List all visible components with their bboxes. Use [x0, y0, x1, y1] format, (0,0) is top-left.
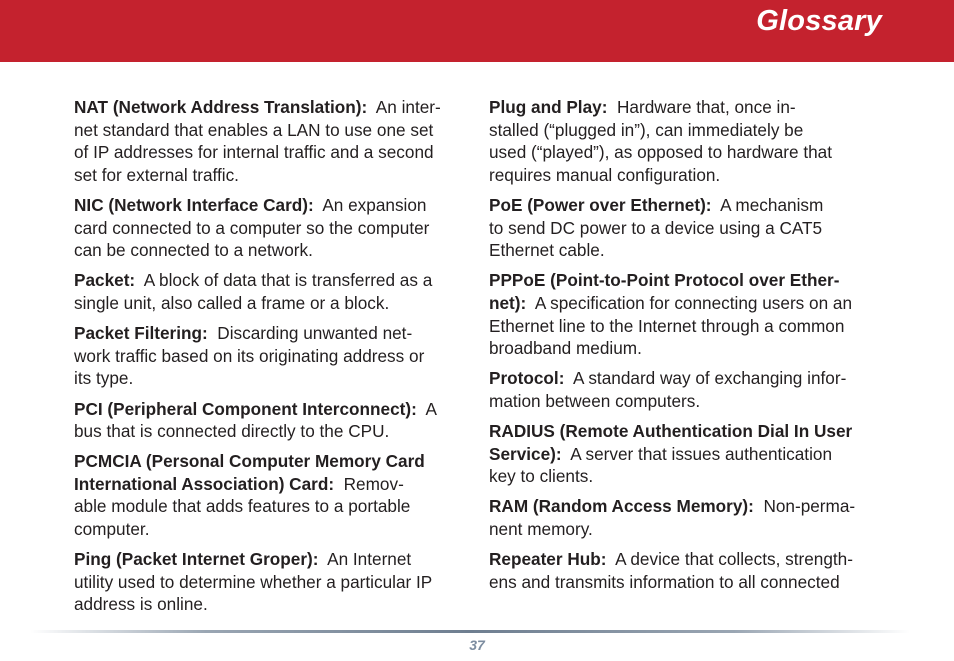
- glossary-definition: utility used to determine whether a particular IP: [74, 571, 433, 592]
- glossary-definition: nent memory.: [489, 519, 593, 540]
- glossary-term: Protocol:: [489, 368, 565, 389]
- glossary-definition: Discarding unwanted net-: [217, 323, 413, 344]
- page-number: 37: [469, 637, 485, 653]
- glossary-term: PCMCIA (Personal Computer Memory Card: [74, 451, 425, 472]
- glossary-entry: [489, 367, 881, 412]
- glossary-term: RADIUS (Remote Authentication Dial In User: [489, 421, 853, 442]
- header-bar: [0, 0, 954, 62]
- entry-line: [489, 443, 881, 466]
- glossary-definition: used (“played”), as opposed to hardware that: [489, 142, 832, 163]
- glossary-entry: [489, 420, 881, 488]
- glossary-definition: An Internet: [327, 549, 412, 570]
- glossary-term-continued: International Association) Card:: [74, 473, 335, 494]
- glossary-term-continued: Service):: [489, 443, 562, 464]
- glossary-term: Packet:: [74, 270, 136, 291]
- glossary-definition: A server that issues authentication: [570, 443, 833, 464]
- entry-line: [74, 473, 466, 496]
- glossary-definition: A: [425, 398, 437, 419]
- entry-line: [489, 548, 881, 571]
- entry-line: [489, 96, 881, 119]
- glossary-entry: [74, 269, 466, 314]
- entry-line: [74, 322, 466, 345]
- glossary-term: PoE (Power over Ethernet):: [489, 194, 712, 215]
- glossary-term: RAM (Random Access Memory):: [489, 496, 754, 517]
- glossary-entry: [74, 450, 466, 540]
- glossary-definition: An inter-: [375, 97, 441, 117]
- entry-line: [74, 194, 466, 217]
- glossary-entry: [74, 398, 466, 443]
- glossary-definition: address is online.: [74, 594, 208, 615]
- glossary-definition: Ethernet cable.: [489, 240, 605, 261]
- glossary-entry: [74, 194, 466, 262]
- entry-line: [489, 269, 881, 292]
- glossary-definition: net standard that enables a LAN to use one set: [74, 119, 434, 140]
- entry-line: [489, 194, 881, 217]
- glossary-entry: [74, 96, 466, 186]
- glossary-definition: able module that adds features to a portable: [74, 496, 411, 517]
- glossary-term: PCI (Peripheral Component Interconnect):: [74, 398, 417, 419]
- glossary-entry: [489, 269, 881, 359]
- glossary-definition: A standard way of exchanging infor-: [573, 368, 847, 389]
- glossary-definition: of IP addresses for internal traffic and a second: [74, 142, 434, 163]
- glossary-definition: can be connected to a network.: [74, 240, 313, 261]
- entry-line: [489, 495, 881, 518]
- glossary-term: Ping (Packet Internet Groper):: [74, 549, 319, 570]
- glossary-term: NIC (Network Interface Card):: [74, 194, 314, 215]
- glossary-definition: Remov-: [343, 473, 404, 494]
- glossary-definition: computer.: [74, 519, 150, 540]
- glossary-term: Packet Filtering:: [74, 323, 208, 344]
- entry-line: [74, 548, 466, 571]
- entry-line: [74, 96, 466, 119]
- glossary-definition: key to clients.: [489, 466, 594, 487]
- entry-line: [74, 450, 466, 473]
- glossary-entry: [489, 495, 881, 540]
- glossary-entry: [74, 548, 466, 616]
- entry-line: [74, 398, 466, 421]
- glossary-definition: card connected to a computer so the computer: [74, 217, 430, 238]
- glossary-definition: set for external traffic.: [74, 164, 239, 185]
- glossary-column-left: [74, 96, 466, 624]
- glossary-term: PPPoE (Point-to-Point Protocol over Ether-: [489, 270, 840, 291]
- glossary-definition: Ethernet line to the Internet through a common: [489, 315, 845, 336]
- glossary-definition: stalled (“plugged in”), can immediately be: [489, 119, 804, 140]
- glossary-definition: A mechanism: [720, 194, 824, 215]
- glossary-definition: Hardware that, once in-: [617, 97, 796, 117]
- glossary-entry: [489, 548, 881, 593]
- glossary-term-continued: net):: [489, 292, 527, 313]
- glossary-entry: [489, 96, 881, 186]
- glossary-entry: [74, 322, 466, 390]
- glossary-term: Repeater Hub:: [489, 549, 607, 570]
- glossary-definition: A device that collects, strength-: [615, 549, 853, 570]
- page-title: Glossary: [756, 5, 882, 37]
- glossary-entry: [489, 194, 881, 262]
- entry-line: [489, 292, 881, 315]
- glossary-definition: to send DC power to a device using a CAT5: [489, 217, 823, 238]
- glossary-definition: Non-perma-: [763, 496, 856, 517]
- glossary-definition: broadband medium.: [489, 338, 642, 359]
- glossary-term: Plug and Play:: [489, 97, 608, 117]
- glossary-term: NAT (Network Address Translation):: [74, 97, 368, 117]
- glossary-definition: requires manual configuration.: [489, 164, 721, 185]
- glossary-definition: work traffic based on its originating address or: [74, 345, 425, 366]
- glossary-definition: ens and transmits information to all connected: [489, 571, 840, 592]
- glossary-definition: its type.: [74, 368, 134, 389]
- footer-divider: [30, 630, 910, 633]
- glossary-definition: A specification for connecting users on an: [534, 292, 853, 313]
- glossary-definition: A block of data that is transferred as a: [143, 270, 433, 291]
- glossary-column-right: [489, 96, 881, 601]
- glossary-definition: single unit, also called a frame or a block.: [74, 292, 390, 313]
- entry-line: [74, 269, 466, 292]
- entry-line: [489, 367, 881, 390]
- entry-line: [489, 420, 881, 443]
- glossary-definition: An expansion: [322, 194, 427, 215]
- glossary-definition: mation between computers.: [489, 390, 701, 411]
- glossary-definition: bus that is connected directly to the CPU.: [74, 421, 390, 442]
